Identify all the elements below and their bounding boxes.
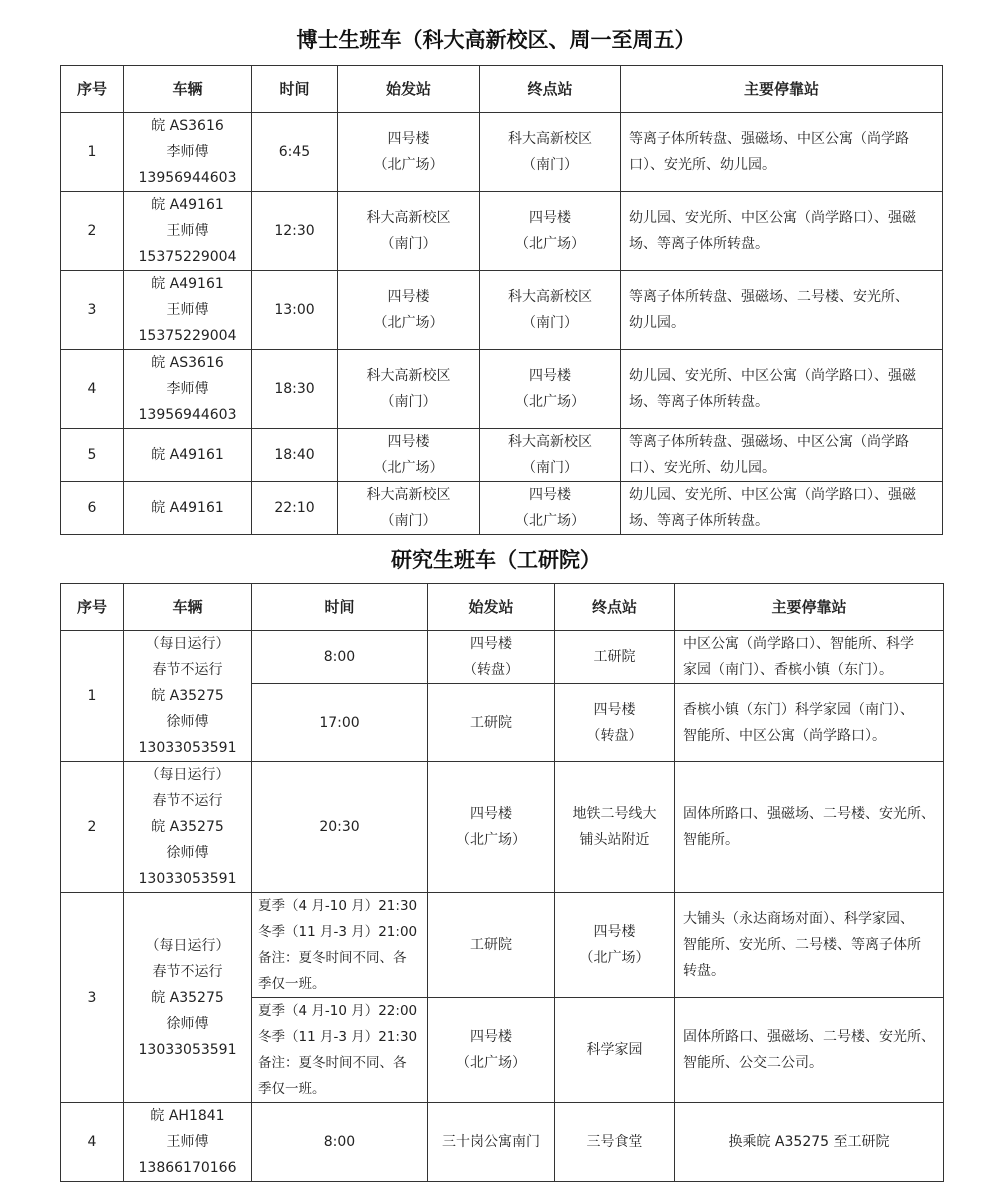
main-stops-line: 场、等离子体所转盘。 — [629, 236, 769, 252]
terminal-station-line: （北广场） — [515, 394, 585, 410]
row-number: 1 — [61, 113, 124, 192]
terminal-station — [555, 998, 675, 1103]
vehicle-cell-line: 皖 AS3616 — [151, 118, 224, 134]
vehicle-cell — [124, 1103, 252, 1182]
main-stops-line: 中区公寓（尚学路口）、智能所、科学 — [683, 636, 914, 652]
table-row — [61, 1103, 944, 1182]
origin-station-line: 四号楼 — [387, 434, 430, 450]
terminal-station — [480, 271, 621, 350]
origin-station-line: 三十岗公寓南门 — [442, 1134, 540, 1150]
main-stops — [675, 998, 944, 1103]
vehicle-cell-line: （每日运行） — [145, 636, 230, 652]
column-header: 主要停靠站 — [675, 584, 944, 631]
origin-station-line: 工研院 — [470, 714, 512, 731]
vehicle-cell-line: 皖 A49161 — [151, 197, 224, 213]
vehicle-cell-line: 皖 A35275 — [151, 688, 224, 704]
row-number: 4 — [61, 1103, 124, 1182]
vehicle-cell-line: 徐师傅 — [166, 714, 209, 730]
main-stops-line: 转盘。 — [683, 963, 725, 979]
departure-time — [252, 762, 428, 893]
table-row — [61, 631, 944, 684]
origin-station — [338, 350, 480, 429]
origin-station-line: （北广场） — [373, 157, 444, 173]
column-header: 始发站 — [428, 584, 555, 631]
vehicle-cell-line: 皖 A49161 — [151, 500, 224, 516]
origin-station-line: 四号楼 — [387, 131, 430, 147]
terminal-station-line: 四号楼 — [593, 701, 636, 718]
vehicle-cell-line: 皖 A35275 — [151, 989, 224, 1006]
vehicle-cell — [124, 113, 252, 192]
row-number: 5 — [61, 429, 124, 482]
main-stops-line: 口）、安光所、幼儿园。 — [629, 157, 776, 173]
main-stops-line: 香槟小镇（东门）科学家园（南门）、 — [683, 701, 914, 718]
main-stops-line: 口）、安光所、幼儿园。 — [629, 460, 776, 476]
main-stops-line: 幼儿园、安光所、中区公寓（尚学路口）、强磁 — [629, 487, 916, 503]
departure-time — [252, 631, 428, 684]
main-stops-line: 幼儿园。 — [629, 315, 685, 331]
vehicle-cell-line: 皖 A49161 — [151, 276, 224, 292]
column-header: 车辆 — [124, 584, 252, 631]
main-stops — [621, 271, 943, 350]
table-row — [61, 429, 943, 482]
terminal-station-line: 三号食堂 — [586, 1134, 643, 1150]
row-number: 6 — [61, 482, 124, 535]
terminal-station-line: 科大高新校区 — [508, 289, 592, 305]
departure-time-line: 备注：夏冬时间不同、各 — [258, 950, 407, 966]
terminal-station-line: （转盘） — [586, 727, 643, 744]
table-row — [61, 893, 944, 998]
main-stops-line: 家园（南门）、香槟小镇（东门）。 — [683, 662, 893, 678]
departure-time — [252, 893, 428, 998]
main-stops — [621, 350, 943, 429]
origin-station-line: （北广场） — [456, 832, 526, 848]
vehicle-cell-line: 13866170166 — [138, 1160, 237, 1176]
vehicle-cell-line: 13033053591 — [138, 1041, 237, 1058]
vehicle-cell-line: 春节不运行 — [152, 793, 223, 809]
vehicle-cell-line: 13033053591 — [138, 871, 237, 887]
origin-station-line: 科大高新校区 — [366, 487, 451, 503]
main-stops-line: 大铺头（永达商场对面）、科学家园、 — [683, 911, 914, 927]
departure-time — [252, 684, 428, 762]
origin-station-line: （北广场） — [373, 315, 444, 331]
origin-station-line: 四号楼 — [470, 1029, 512, 1045]
main-stops-line: 幼儿园、安光所、中区公寓（尚学路口）、强磁 — [629, 368, 916, 384]
origin-station-line: 科大高新校区 — [366, 210, 451, 226]
table-row — [61, 762, 944, 893]
vehicle-cell — [124, 350, 252, 429]
main-stops — [621, 192, 943, 271]
origin-station-line: 四号楼 — [470, 636, 512, 652]
vehicle-cell-line: 徐师傅 — [166, 845, 209, 861]
vehicle-cell-line: 皖 AH1841 — [150, 1108, 225, 1124]
column-header: 时间 — [252, 66, 338, 113]
departure-time-line: 夏季（4 月-10 月）21:30 — [258, 898, 418, 914]
row-number: 1 — [61, 631, 124, 762]
terminal-station-line: （南门） — [522, 315, 578, 331]
terminal-station — [480, 482, 621, 535]
origin-station — [428, 684, 555, 762]
row-number: 3 — [61, 893, 124, 1103]
departure-time: 18:30 — [252, 350, 338, 429]
terminal-station-line: （北广场） — [515, 236, 585, 252]
terminal-station-line: 四号楼 — [529, 368, 571, 384]
header-row — [61, 66, 943, 113]
origin-station-line: （南门） — [380, 513, 437, 529]
vehicle-cell-line: 13956944603 — [138, 170, 237, 186]
terminal-station — [555, 1103, 675, 1182]
origin-station-line: 工研院 — [470, 937, 512, 953]
column-header: 主要停靠站 — [621, 66, 943, 113]
origin-station-line: （转盘） — [463, 662, 519, 678]
column-header: 序号 — [61, 66, 124, 113]
departure-time: 18:40 — [252, 429, 338, 482]
departure-time-line: 备注：夏冬时间不同、各 — [258, 1055, 407, 1071]
departure-time — [252, 1103, 428, 1182]
main-stops — [675, 1103, 944, 1182]
main-stops-line: 等离子体所转盘、强磁场、二号楼、安光所、 — [629, 289, 909, 305]
terminal-station-line: 四号楼 — [529, 210, 571, 226]
vehicle-cell — [124, 429, 252, 482]
vehicle-cell-line: 春节不运行 — [152, 662, 223, 678]
vehicle-cell-line: 王师傅 — [166, 223, 209, 239]
origin-station — [338, 192, 480, 271]
main-stops-line: 智能所、公交二公司。 — [683, 1055, 823, 1071]
table1-title: 博士生班车（科大高新校区、周一至周五） — [296, 28, 696, 52]
vehicle-cell-line: 皖 AS3616 — [151, 355, 224, 371]
departure-time-line: 季仅一班。 — [258, 976, 326, 992]
main-stops — [621, 482, 943, 535]
vehicle-cell — [124, 482, 252, 535]
departure-time: 6:45 — [252, 113, 338, 192]
vehicle-cell — [124, 893, 252, 1103]
vehicle-cell-line: 13956944603 — [138, 407, 237, 423]
main-stops-line: 智能所、中区公寓（尚学路口）。 — [683, 727, 886, 744]
terminal-station — [480, 192, 621, 271]
terminal-station — [555, 762, 675, 893]
vehicle-cell-line: 李师傅 — [166, 144, 209, 160]
main-stops-line: 固体所路口、强磁场、二号楼、安光所、 — [683, 1029, 935, 1045]
departure-time — [252, 998, 428, 1103]
departure-time: 13:00 — [252, 271, 338, 350]
main-stops-line: 场、等离子体所转盘。 — [629, 394, 769, 410]
column-header: 终点站 — [480, 66, 621, 113]
main-stops-line: 场、等离子体所转盘。 — [629, 513, 769, 529]
main-stops-line: 等离子体所转盘、强磁场、中区公寓（尚学路 — [629, 131, 909, 147]
terminal-station-line: 科大高新校区 — [508, 131, 592, 147]
vehicle-cell-line: 王师傅 — [166, 302, 209, 318]
origin-station-line: 四号楼 — [387, 289, 430, 305]
origin-station-line: 四号楼 — [470, 806, 512, 822]
terminal-station — [480, 429, 621, 482]
column-header: 时间 — [252, 584, 428, 631]
terminal-station-line: （北广场） — [515, 513, 585, 529]
terminal-station — [480, 350, 621, 429]
origin-station-line: （北广场） — [373, 460, 444, 476]
vehicle-cell-line: 15375229004 — [138, 328, 237, 344]
departure-time-line: 8:00 — [323, 649, 356, 665]
main-stops-line: 智能所。 — [683, 832, 739, 848]
origin-station — [428, 1103, 555, 1182]
departure-time-line: 17:00 — [319, 714, 360, 731]
main-stops — [621, 113, 943, 192]
table-row — [61, 192, 943, 271]
departure-time: 12:30 — [252, 192, 338, 271]
terminal-station-line: （南门） — [522, 460, 578, 476]
terminal-station-line: （南门） — [522, 157, 578, 173]
departure-time-line: 季仅一班。 — [258, 1081, 326, 1097]
origin-station — [428, 998, 555, 1103]
origin-station — [338, 482, 480, 535]
column-header: 序号 — [61, 584, 124, 631]
column-header: 车辆 — [124, 66, 252, 113]
vehicle-cell-line: 春节不运行 — [152, 963, 223, 980]
origin-station — [338, 271, 480, 350]
table-row — [61, 113, 943, 192]
departure-time-line: 冬季（11 月-3 月）21:00 — [258, 924, 418, 940]
terminal-station-line: 地铁二号线大 — [572, 806, 657, 822]
column-header: 终点站 — [555, 584, 675, 631]
terminal-station-line: 铺头站附近 — [579, 832, 650, 848]
main-stops-line: 幼儿园、安光所、中区公寓（尚学路口）、强磁 — [629, 210, 916, 226]
vehicle-cell-line: 13033053591 — [138, 740, 237, 756]
vehicle-cell-line: 王师傅 — [166, 1134, 209, 1150]
main-stops — [675, 631, 944, 684]
vehicle-cell — [124, 271, 252, 350]
terminal-station-line: 科大高新校区 — [508, 434, 592, 450]
grad-shuttle-table — [60, 583, 944, 1182]
vehicle-cell-line: （每日运行） — [145, 767, 230, 783]
departure-time-line: 20:30 — [319, 819, 360, 835]
main-stops-line: 固体所路口、强磁场、二号楼、安光所、 — [683, 806, 935, 822]
main-stops — [675, 684, 944, 762]
terminal-station-line: 四号楼 — [529, 487, 571, 503]
table2-title: 研究生班车（工研院） — [391, 548, 601, 572]
vehicle-cell-line: 皖 A35275 — [151, 819, 224, 835]
main-stops-line: 智能所、安光所、二号楼、等离子体所 — [683, 937, 921, 953]
origin-station-line: （南门） — [380, 236, 437, 252]
origin-station-line: （北广场） — [456, 1055, 526, 1071]
main-stops — [675, 762, 944, 893]
terminal-station — [480, 113, 621, 192]
terminal-station-line: 工研院 — [593, 649, 636, 665]
vehicle-cell-line: 皖 A49161 — [151, 447, 224, 463]
column-header: 始发站 — [338, 66, 480, 113]
vehicle-cell-line: （每日运行） — [145, 937, 230, 954]
table-row — [61, 482, 943, 535]
vehicle-cell-line: 徐师傅 — [166, 1015, 209, 1032]
vehicle-cell-line: 李师傅 — [166, 381, 209, 397]
origin-station — [338, 113, 480, 192]
phd-shuttle-table — [60, 65, 943, 535]
origin-station-line: （南门） — [380, 394, 437, 410]
terminal-station — [555, 893, 675, 998]
row-number: 2 — [61, 762, 124, 893]
main-stops — [621, 429, 943, 482]
origin-station — [428, 762, 555, 893]
main-stops-line: 换乘皖 A35275 至工研院 — [728, 1134, 890, 1150]
departure-time: 22:10 — [252, 482, 338, 535]
vehicle-cell — [124, 762, 252, 893]
origin-station — [338, 429, 480, 482]
terminal-station-line: （北广场） — [579, 950, 650, 966]
vehicle-cell-line: 15375229004 — [138, 249, 237, 265]
row-number: 3 — [61, 271, 124, 350]
origin-station — [428, 631, 555, 684]
table-row — [61, 271, 943, 350]
header-row — [61, 584, 944, 631]
terminal-station-line: 科学家园 — [586, 1042, 643, 1058]
main-stops — [675, 893, 944, 998]
terminal-station — [555, 631, 675, 684]
terminal-station-line: 四号楼 — [593, 924, 636, 940]
origin-station-line: 科大高新校区 — [366, 368, 451, 384]
departure-time-line: 8:00 — [323, 1134, 356, 1150]
row-number: 4 — [61, 350, 124, 429]
table-row — [61, 350, 943, 429]
terminal-station — [555, 684, 675, 762]
origin-station — [428, 893, 555, 998]
main-stops-line: 等离子体所转盘、强磁场、中区公寓（尚学路 — [629, 434, 909, 450]
vehicle-cell — [124, 192, 252, 271]
row-number: 2 — [61, 192, 124, 271]
departure-time-line: 冬季（11 月-3 月）21:30 — [258, 1029, 418, 1045]
departure-time-line: 夏季（4 月-10 月）22:00 — [258, 1003, 418, 1019]
vehicle-cell — [124, 631, 252, 762]
